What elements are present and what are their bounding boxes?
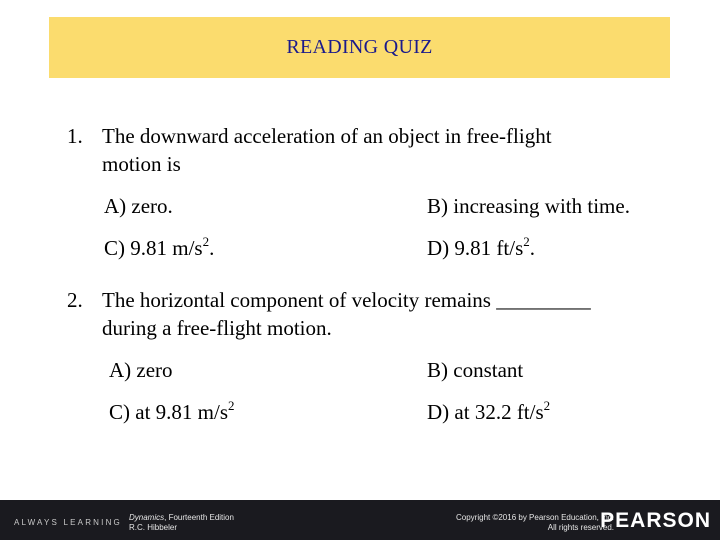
- slide-title: READING QUIZ: [286, 36, 433, 58]
- question-text-line: during a free-flight motion.: [102, 316, 332, 340]
- book-author: R.C. Hibbeler: [129, 523, 178, 532]
- option-b[interactable]: B) constant: [427, 358, 524, 382]
- superscript: 2: [228, 398, 235, 413]
- footer-bar: [0, 500, 720, 540]
- option-text: C) at 9.81 m/s: [109, 400, 228, 424]
- question-text-line: The horizontal component of velocity remains _________: [102, 288, 591, 312]
- superscript: 2: [543, 398, 551, 413]
- option-a[interactable]: A) zero.: [104, 194, 173, 218]
- option-text: D) at 32.2 ft/s: [427, 400, 544, 424]
- question-text: [102, 286, 672, 342]
- book-credit: [129, 513, 234, 533]
- option-text: .: [529, 236, 535, 260]
- copyright-line: All rights reserved.: [547, 523, 614, 532]
- footer-tagline: ALWAYS LEARNING: [14, 518, 122, 527]
- question-number: 2.: [67, 288, 83, 312]
- question-text-line: motion is: [102, 152, 181, 176]
- option-c[interactable]: [104, 235, 214, 261]
- superscript: 2: [202, 234, 210, 249]
- option-d[interactable]: [427, 235, 535, 261]
- question-number: 1.: [67, 124, 83, 148]
- superscript: 2: [523, 234, 530, 249]
- option-d[interactable]: [427, 399, 550, 425]
- pearson-logo: PEARSON: [600, 509, 711, 532]
- question-text: [102, 122, 672, 178]
- option-b[interactable]: B) increasing with time.: [427, 194, 630, 218]
- option-text: C) 9.81 m/s: [104, 236, 203, 260]
- option-text: D) 9.81 ft/s: [427, 236, 524, 260]
- option-text: .: [209, 236, 215, 260]
- option-a[interactable]: A) zero: [109, 358, 173, 382]
- book-edition: , Fourteenth Edition: [164, 513, 234, 522]
- option-c[interactable]: [109, 399, 235, 425]
- title-banner: [49, 17, 670, 78]
- copyright-line: Copyright ©2016 by Pearson Education, Inc.: [456, 513, 614, 522]
- book-title: Dynamics: [129, 513, 165, 522]
- copyright: [456, 513, 614, 533]
- question-text-line: The downward acceleration of an object in free-flight: [102, 124, 552, 148]
